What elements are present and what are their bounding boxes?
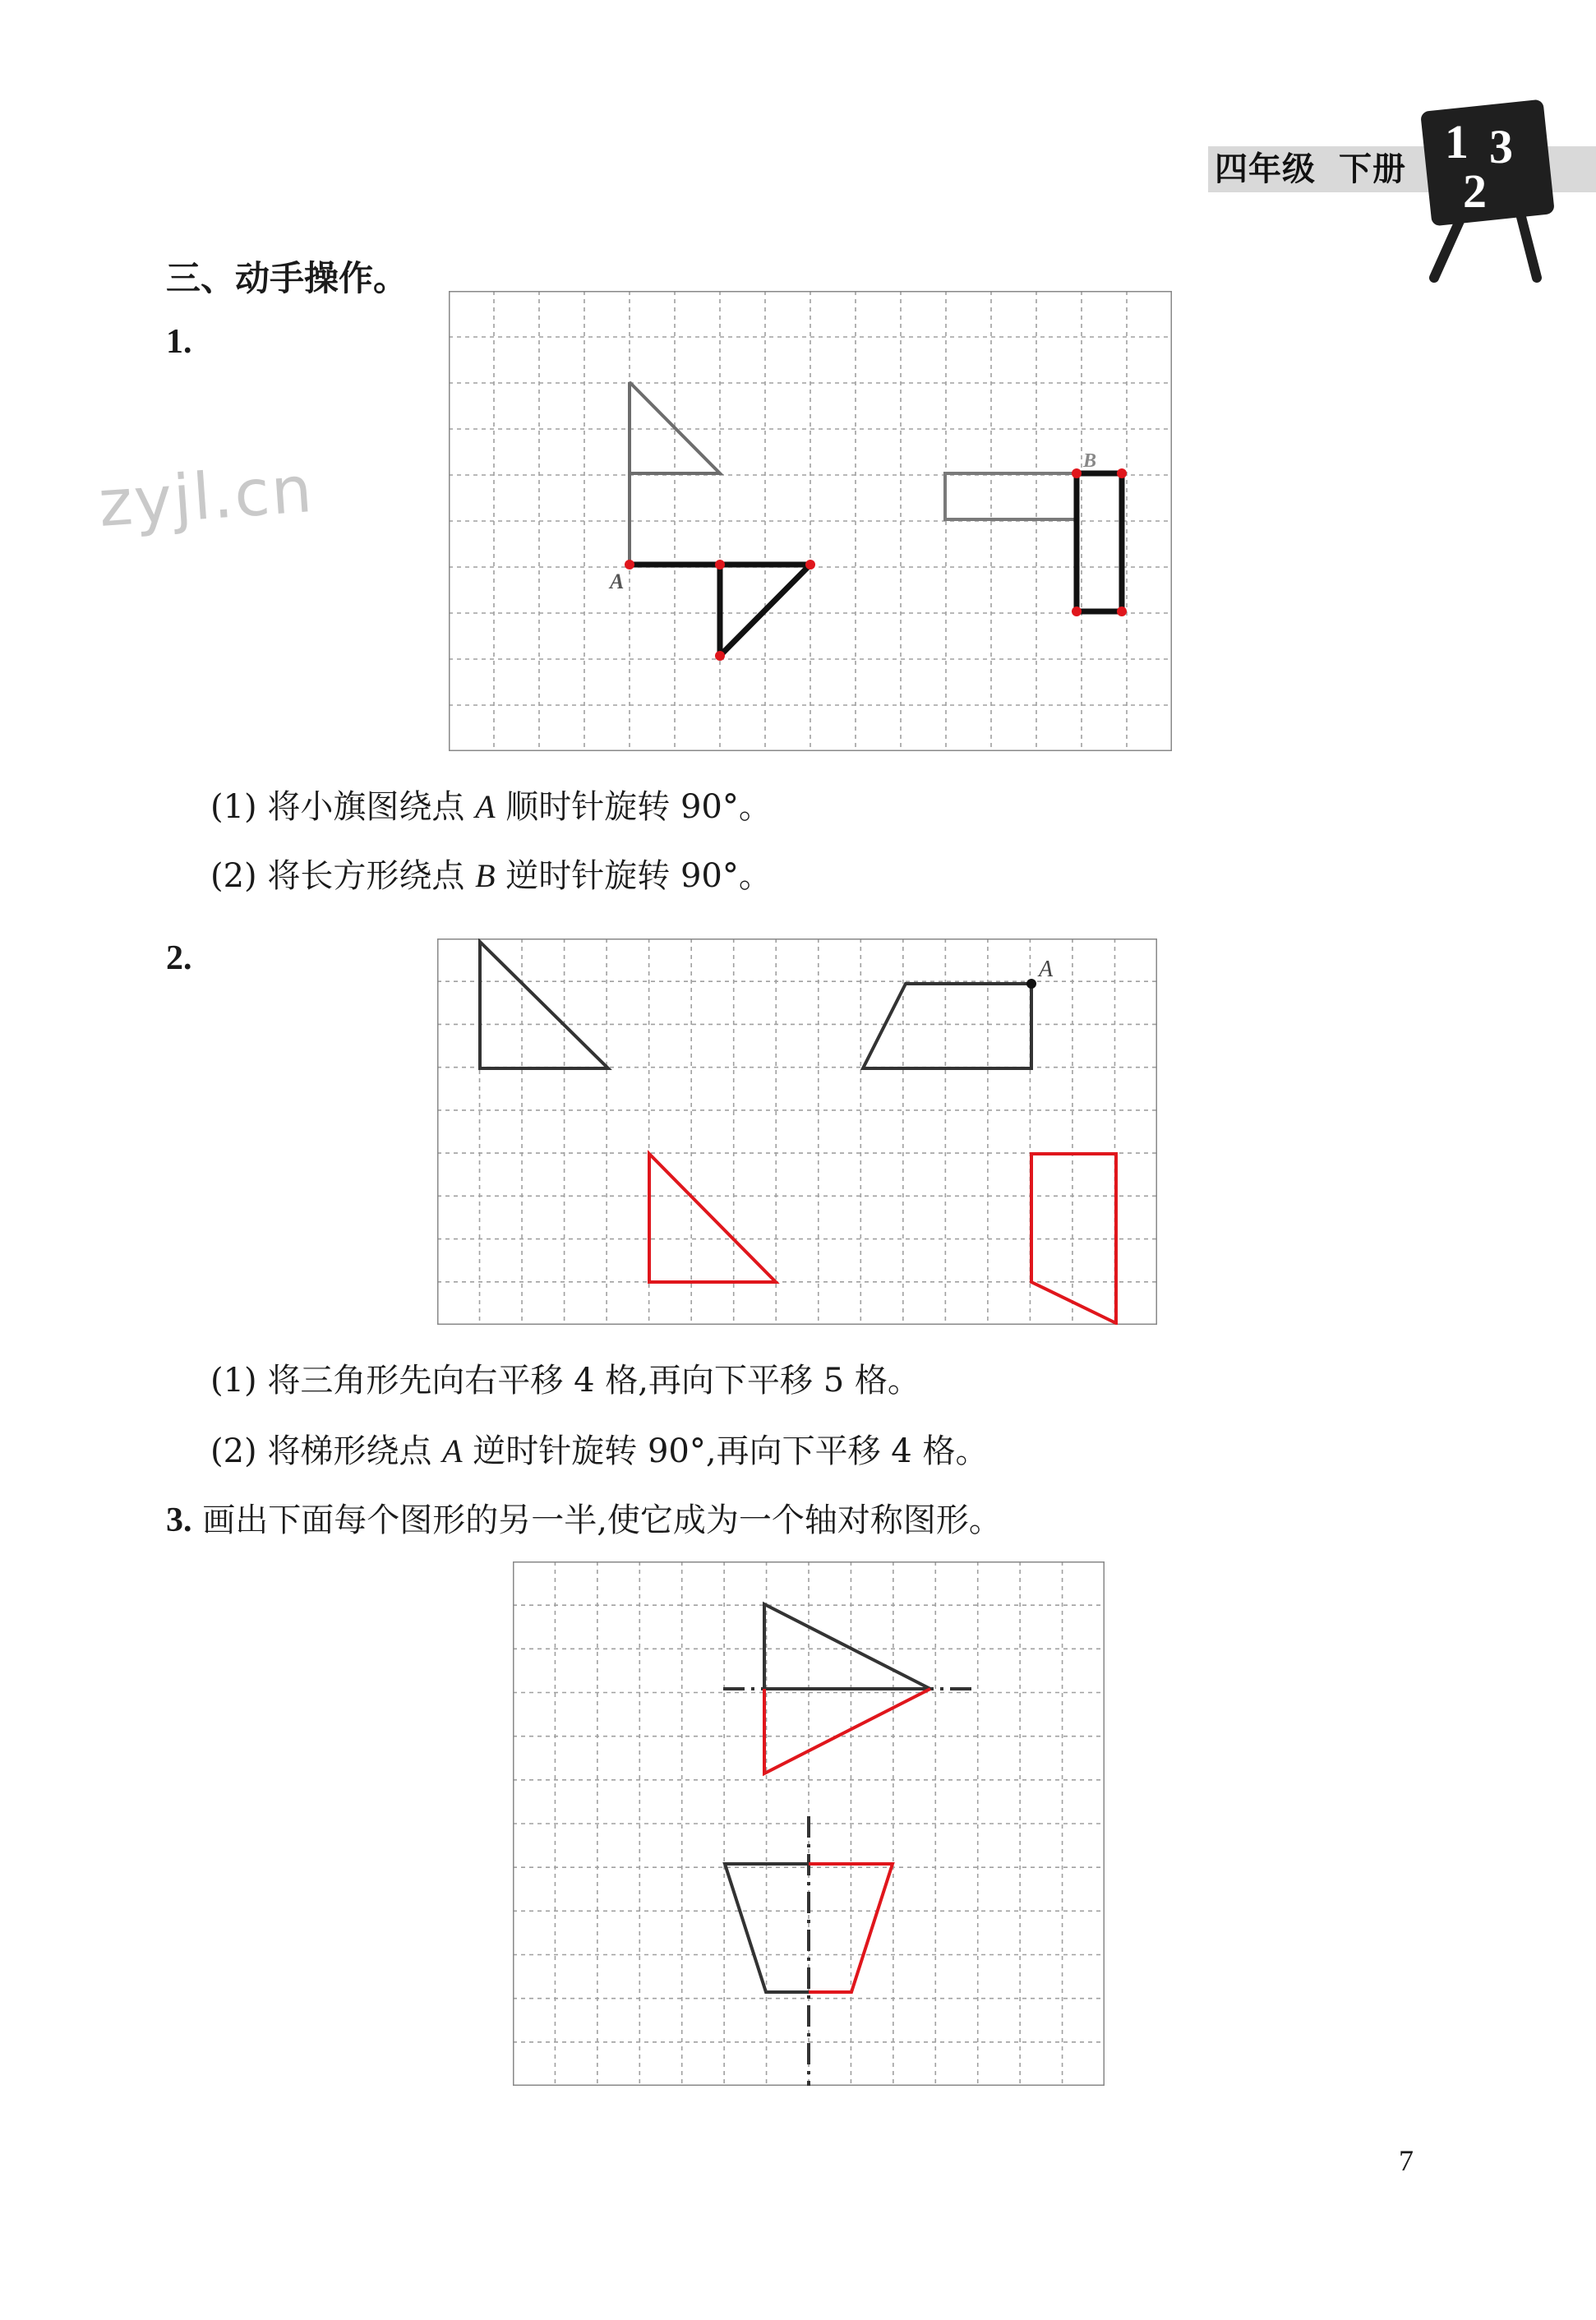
q1-rectangle-original — [945, 473, 1077, 519]
q1-vertex-dot — [1072, 607, 1082, 616]
q1-point-b-dot — [1072, 468, 1082, 478]
q1-vertex-dot — [1117, 468, 1127, 478]
q3-grid-figure — [513, 1561, 1105, 2086]
section-title: 三、动手操作。 — [166, 258, 408, 298]
logo-digit-3: 3 — [1489, 120, 1513, 173]
q1-vertex-dot — [715, 560, 725, 570]
q1-instruction-1: (1) 将小旗图绕点 A 顺时针旋转 90°。 — [210, 788, 772, 826]
q2-point-a-dot — [1026, 979, 1036, 989]
q1-flag-rotated — [630, 565, 810, 656]
grade-label: 四年级 — [1215, 150, 1316, 188]
q3-text: 画出下面每个图形的另一半,使它成为一个轴对称图形。 — [202, 1501, 1002, 1539]
q1-vertex-dot — [715, 651, 725, 661]
q1-point-a-dot — [625, 560, 634, 570]
chalkboard-logo-icon — [1414, 90, 1561, 288]
q2-label-a: A — [1039, 957, 1054, 982]
q3-prompt — [166, 1501, 1002, 1540]
header-label — [1215, 146, 1406, 192]
q1-grid-figure — [449, 291, 1172, 751]
q3-triangle-original-half — [764, 1604, 930, 1689]
logo-digit-1: 1 — [1445, 115, 1469, 168]
q2-number: 2. — [166, 939, 192, 977]
q2-instruction-1: (1) 将三角形先向右平移 4 格,再向下平移 5 格。 — [210, 1362, 920, 1400]
q2-triangle-original — [480, 942, 608, 1068]
q2-grid-figure — [437, 939, 1157, 1325]
q1-number: 1. — [166, 323, 192, 361]
q1-vertex-dot — [805, 560, 815, 570]
q2-trapezoid-original — [863, 984, 1031, 1068]
volume-label: 下册 — [1339, 150, 1406, 188]
q1-vertex-dot — [1117, 607, 1127, 616]
q1-rectangle-rotated — [1077, 473, 1122, 611]
watermark: zyjl.cn — [96, 452, 316, 542]
q1-instruction-2: (2) 将长方形绕点 B 逆时针旋转 90°。 — [210, 857, 772, 895]
q1-label-a: A — [610, 570, 625, 593]
q3-triangle-mirrored-half — [764, 1689, 930, 1773]
q2-triangle-translated — [649, 1154, 776, 1282]
q2-instruction-2: (2) 将梯形绕点 A 逆时针旋转 90°,再向下平移 4 格。 — [210, 1432, 989, 1470]
q1-label-b: B — [1083, 450, 1097, 472]
logo-digit-2: 2 — [1463, 164, 1487, 218]
q3-number: 3. — [166, 1501, 192, 1539]
page-number: 7 — [1399, 2144, 1414, 2177]
